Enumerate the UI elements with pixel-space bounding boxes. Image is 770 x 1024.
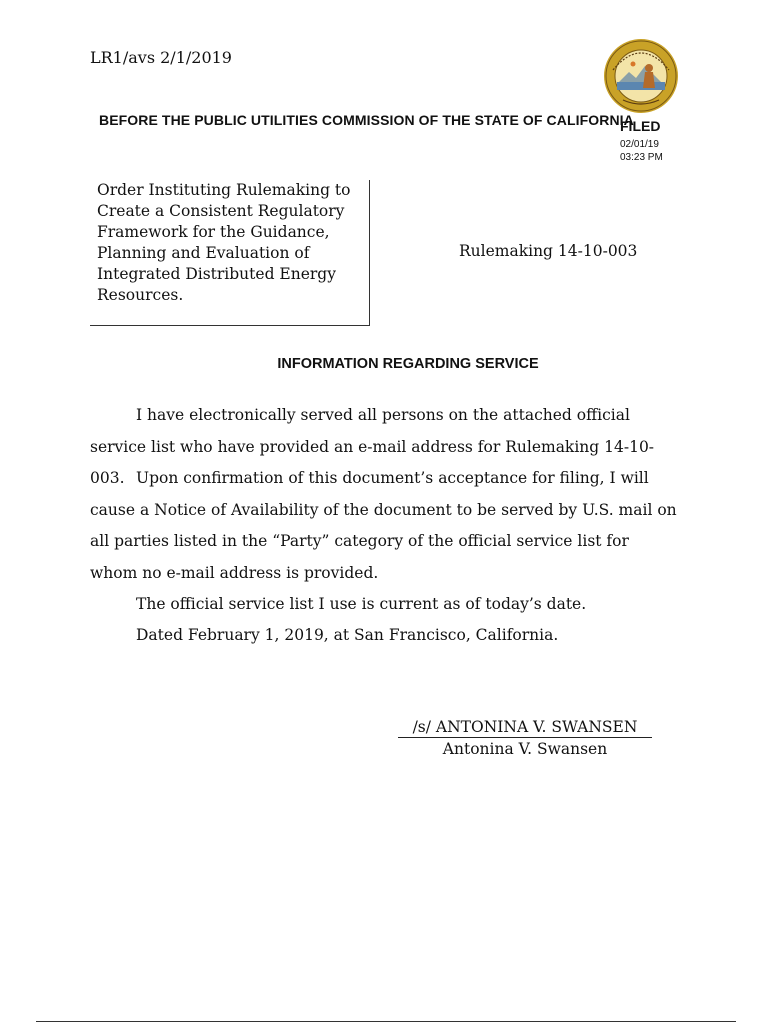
court-title: BEFORE THE PUBLIC UTILITIES COMMISSION OF THE STATE OF CALIFORNIA xyxy=(99,112,634,128)
footer-rule xyxy=(36,1021,736,1022)
body-paragraph-2: Upon confirmation of this document’s acceptance for filing, I will cause a Notice of Availability of the document to be served by U.S. mail on all parties listed in the “Party” category of the official service list for whom no e-mail address is provided. xyxy=(90,469,677,582)
caption-title xyxy=(97,180,357,306)
california-puc-seal-icon xyxy=(603,38,679,114)
body-paragraph-4: Dated February 1, 2019, at San Francisco, California. xyxy=(136,626,559,644)
body-paragraph-1: I have electronically served all persons on the attached official service list who have provided an e-mail address for Rulemaking 14-10-003. xyxy=(90,406,655,487)
caption-line: Resources. xyxy=(97,286,184,304)
header-reference: LR1/avs 2/1/2019 xyxy=(90,48,232,67)
caption-line: Create a Consistent Regulatory xyxy=(97,202,345,220)
caption-line: Framework for the Guidance, xyxy=(97,223,330,241)
body-paragraph-3: The official service list I use is current as of today’s date. xyxy=(136,595,587,613)
filed-stamp: FILED xyxy=(620,118,661,134)
proceeding-number: Rulemaking 14-10-003 xyxy=(459,242,638,260)
signature-conformed: /s/ ANTONINA V. SWANSEN xyxy=(398,718,652,738)
caption-line: Integrated Distributed Energy xyxy=(97,265,336,283)
filed-datetime xyxy=(620,138,663,164)
filed-date: 02/01/19 xyxy=(620,139,659,150)
filed-time: 03:23 PM xyxy=(620,152,663,163)
caption-line: Planning and Evaluation of xyxy=(97,244,310,262)
signature-printed-name: Antonina V. Swansen xyxy=(442,740,608,758)
document-heading: INFORMATION REGARDING SERVICE xyxy=(277,356,539,372)
caption-line: Order Instituting Rulemaking to xyxy=(97,181,351,199)
